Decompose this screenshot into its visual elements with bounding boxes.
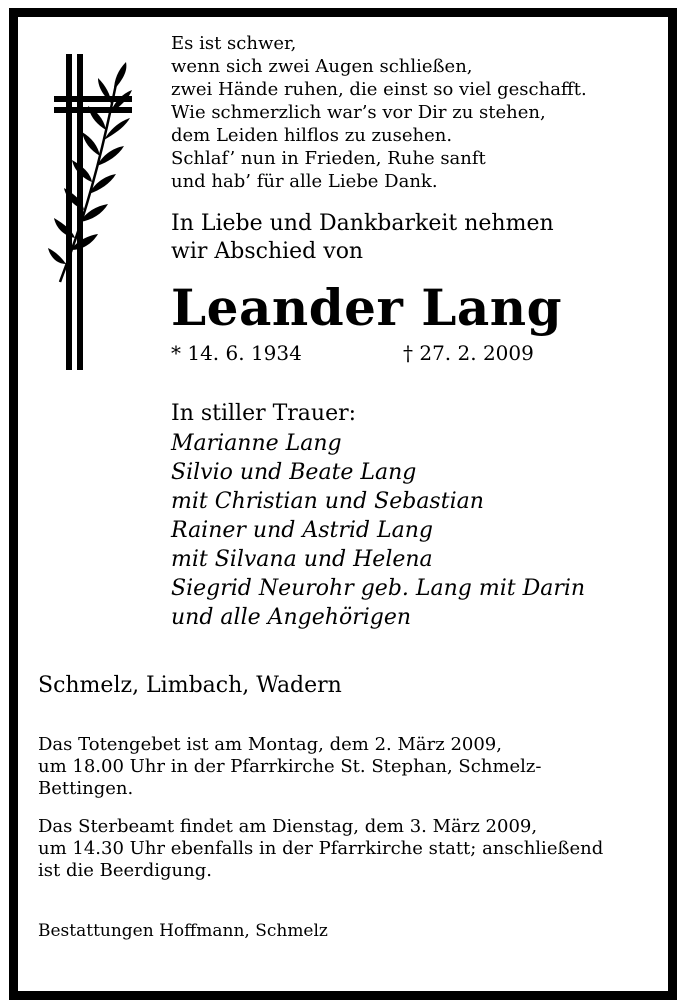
undertaker: Bestattungen Hoffmann, Schmelz: [38, 921, 328, 941]
cross-with-palm-branch-icon: [44, 44, 164, 384]
poem-line: wenn sich zwei Augen schließen,: [171, 56, 473, 77]
family-member: mit Christian und Sebastian: [171, 489, 484, 514]
poem-line: zwei Hände ruhen, die einst so viel geschafft.: [171, 79, 587, 100]
totengebet-notice: [38, 734, 541, 800]
family-member: mit Silvana und Helena: [171, 547, 433, 572]
family-member: Silvio und Beate Lang: [171, 460, 417, 485]
death-date: † 27. 2. 2009: [403, 341, 534, 365]
poem-line: Es ist schwer,: [171, 33, 297, 54]
family-member: und alle Angehörigen: [171, 605, 412, 630]
deceased-name: Leander Lang: [171, 278, 563, 337]
notice-line: Das Totengebet ist am Montag, dem 2. März 2009,: [38, 734, 502, 755]
places: Schmelz, Limbach, Wadern: [38, 673, 342, 698]
poem-line: und hab’ für alle Liebe Dank.: [171, 171, 438, 192]
family-list: [171, 429, 585, 632]
poem-line: Schlaf’ nun in Frieden, Ruhe sanft: [171, 148, 486, 169]
family-member: Rainer und Astrid Lang: [171, 518, 433, 543]
family-member: Siegrid Neurohr geb. Lang mit Darin: [171, 576, 586, 601]
mourning-heading: In stiller Trauer:: [171, 401, 357, 426]
notice-line: um 18.00 Uhr in der Pfarrkirche St. Stephan, Schmelz-: [38, 756, 542, 777]
sterbeamt-notice: [38, 816, 603, 882]
intro-line-2: wir Abschied von: [171, 239, 364, 264]
intro-line-1: In Liebe und Dankbarkeit nehmen: [171, 211, 554, 236]
farewell-intro: [171, 210, 554, 266]
birth-date: * 14. 6. 1934: [171, 341, 302, 365]
notice-line: ist die Beerdigung.: [38, 860, 212, 881]
poem: [171, 32, 587, 193]
notice-line: Das Sterbeamt findet am Dienstag, dem 3. März 2009,: [38, 816, 538, 837]
notice-line: um 14.30 Uhr ebenfalls in der Pfarrkirche statt; anschließend: [38, 838, 604, 859]
poem-line: Wie schmerzlich war’s vor Dir zu stehen,: [171, 102, 546, 123]
poem-line: dem Leiden hilflos zu zusehen.: [171, 125, 453, 146]
notice-line: Bettingen.: [38, 778, 134, 799]
family-member: Marianne Lang: [171, 431, 342, 456]
